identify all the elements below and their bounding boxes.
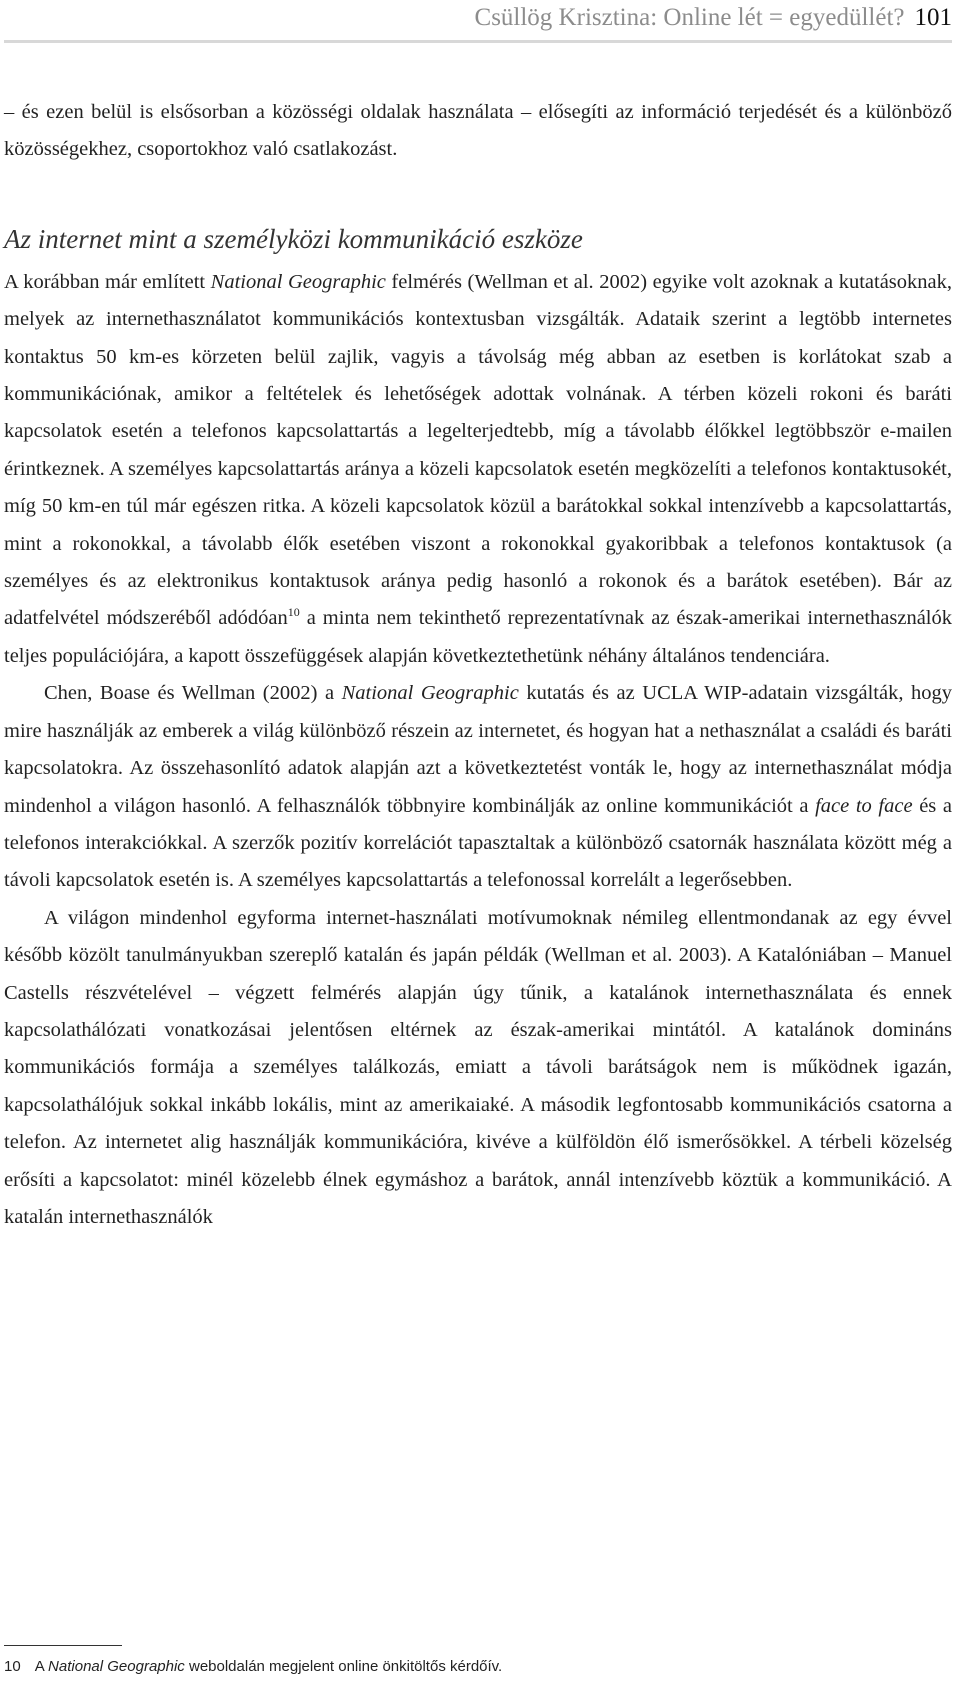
footnote: [4, 1658, 502, 1675]
running-title: Csüllög Krisztina: Online lét = egyedüllét?: [474, 4, 905, 31]
text-run: felmérés (Wellman et al. 2002) egyike volt azoknak a kutatásoknak, melyek az internethasználatot kommunikációs kontextusban vizsgálták. Adataik szerint a legtöbb internetes kontaktus 50 km-es körzeten belül zajlik, vagyis a távolság még abban az esetben is korlátokat szab a kommunikációnak, amikor a feltételek és lehetőségek adottak volnának. A térben közeli rokoni és baráti kapcsolatok esetén a telefonos kapcsolattartás a legelterjedtebb, míg a távolabb élőkkel legtöbbször e-mailen érintkeznek. A személyes kapcsolattartás aránya a közeli kapcsolatok esetén megközelíti a telefonos kontaktusokét, míg 50 km-en túl már egészen ritka. A közeli kapcsolatok közül a barátokkal sokkal intenzívebb a kapcsolattartás, mint a rokonokkal, a távolabb élők esetében viszont a rokonokkal gyakoribbak a telefonos kontaktusok (a személyes és az elektronikus kontaktusok aránya pedig hasonló a rokonok és a barátok esetében). Bár az adatfelvétel módszeréből adódóan: [4, 270, 952, 630]
text-run: weboldalán megjelent online önkitöltős kérdőív.: [184, 1658, 503, 1675]
paragraph-2: [4, 264, 952, 675]
paragraph-3: [4, 675, 952, 899]
body-text: [4, 94, 952, 1236]
text-run: A: [34, 1658, 49, 1675]
paragraph-4: A világon mindenhol egyforma internet-használati motívumoknak némileg ellentmondanak az egy évvel később közölt tanulmányukban szereplő katalán és japán példák (Wellman et al. 2003). A Katalóniában – Manuel Castells részvételével – végzett felmérés alapján úgy tűnik, a katalánok internethasználata és ennek kapcsolathálózati vonatkozásai jelentősen eltérnek az észak-amerikai mintától. A katalánok domináns kommunikációs formája a személyes találkozás, emiatt a távoli barátságok nem is működnek igazán, kapcsolathálójuk sokkal inkább lokális, mint az amerikaiaké. A második legfontosabb kommunikációs csatorna a telefon. Az internetet alig használják kommunikációra, kivéve a külföldön élő ismerősökkel. A térbeli közelség erősíti a kapcsolatot: minél közelebb élnek egymáshoz a barátok, annál intenzívebb köztük a kommunikáció. A katalán internethasználók: [4, 906, 952, 1228]
text-run: A korábban már említett: [4, 270, 211, 293]
italic-run: National Geographic: [48, 1658, 185, 1675]
italic-run: National Geographic: [210, 270, 386, 293]
footnote-rule: [4, 1645, 122, 1646]
running-header: [475, 4, 952, 32]
text-run: és a telefonos interakciókkal. A szerzők pozitív korrelációt tapasztaltak a különböző csatornák használata között még a távoli kapcsolatok esetén is. A személyes kapcsolattartás a telefonossal korrelált a legerősebben.: [4, 794, 952, 892]
paragraph-continued: – és ezen belül is elsősorban a közösségi oldalak használata – elősegíti az információ terjedését és a különböző közösségekhez, csoportokhoz való csatlakozást.: [4, 101, 952, 161]
section-heading: Az internet mint a személyközi kommunikáció eszköze: [4, 223, 583, 254]
italic-run: face to face: [815, 794, 913, 817]
footnote-number: 10: [4, 1658, 21, 1675]
footnote-ref[interactable]: 10: [287, 605, 300, 620]
text-run: a minta nem tekinthető reprezentatívnak az észak-amerikai internethasználók teljes populációjára, a kapott összefüggések alapján következtethetünk néhány általános tendenciára.: [4, 607, 953, 667]
header-rule: [4, 40, 952, 43]
text-run: Chen, Boase és Wellman (2002) a: [44, 682, 342, 705]
page-number: 101: [914, 4, 952, 31]
text-run: kutatás és az UCLA WIP-adatain vizsgálták, hogy mire használják az emberek a világ különböző részein az internetet, és hogyan hat a nethasználat a családi és baráti kapcsolatokra. Az összehasonlító adatok alapján azt a következtetést vonták le, hogy az internethasználat módja mindenhol a világon hasonló. A felhasználók többnyire kombinálják az online kommunikációt a: [4, 682, 952, 817]
italic-run: National Geographic: [341, 682, 519, 705]
